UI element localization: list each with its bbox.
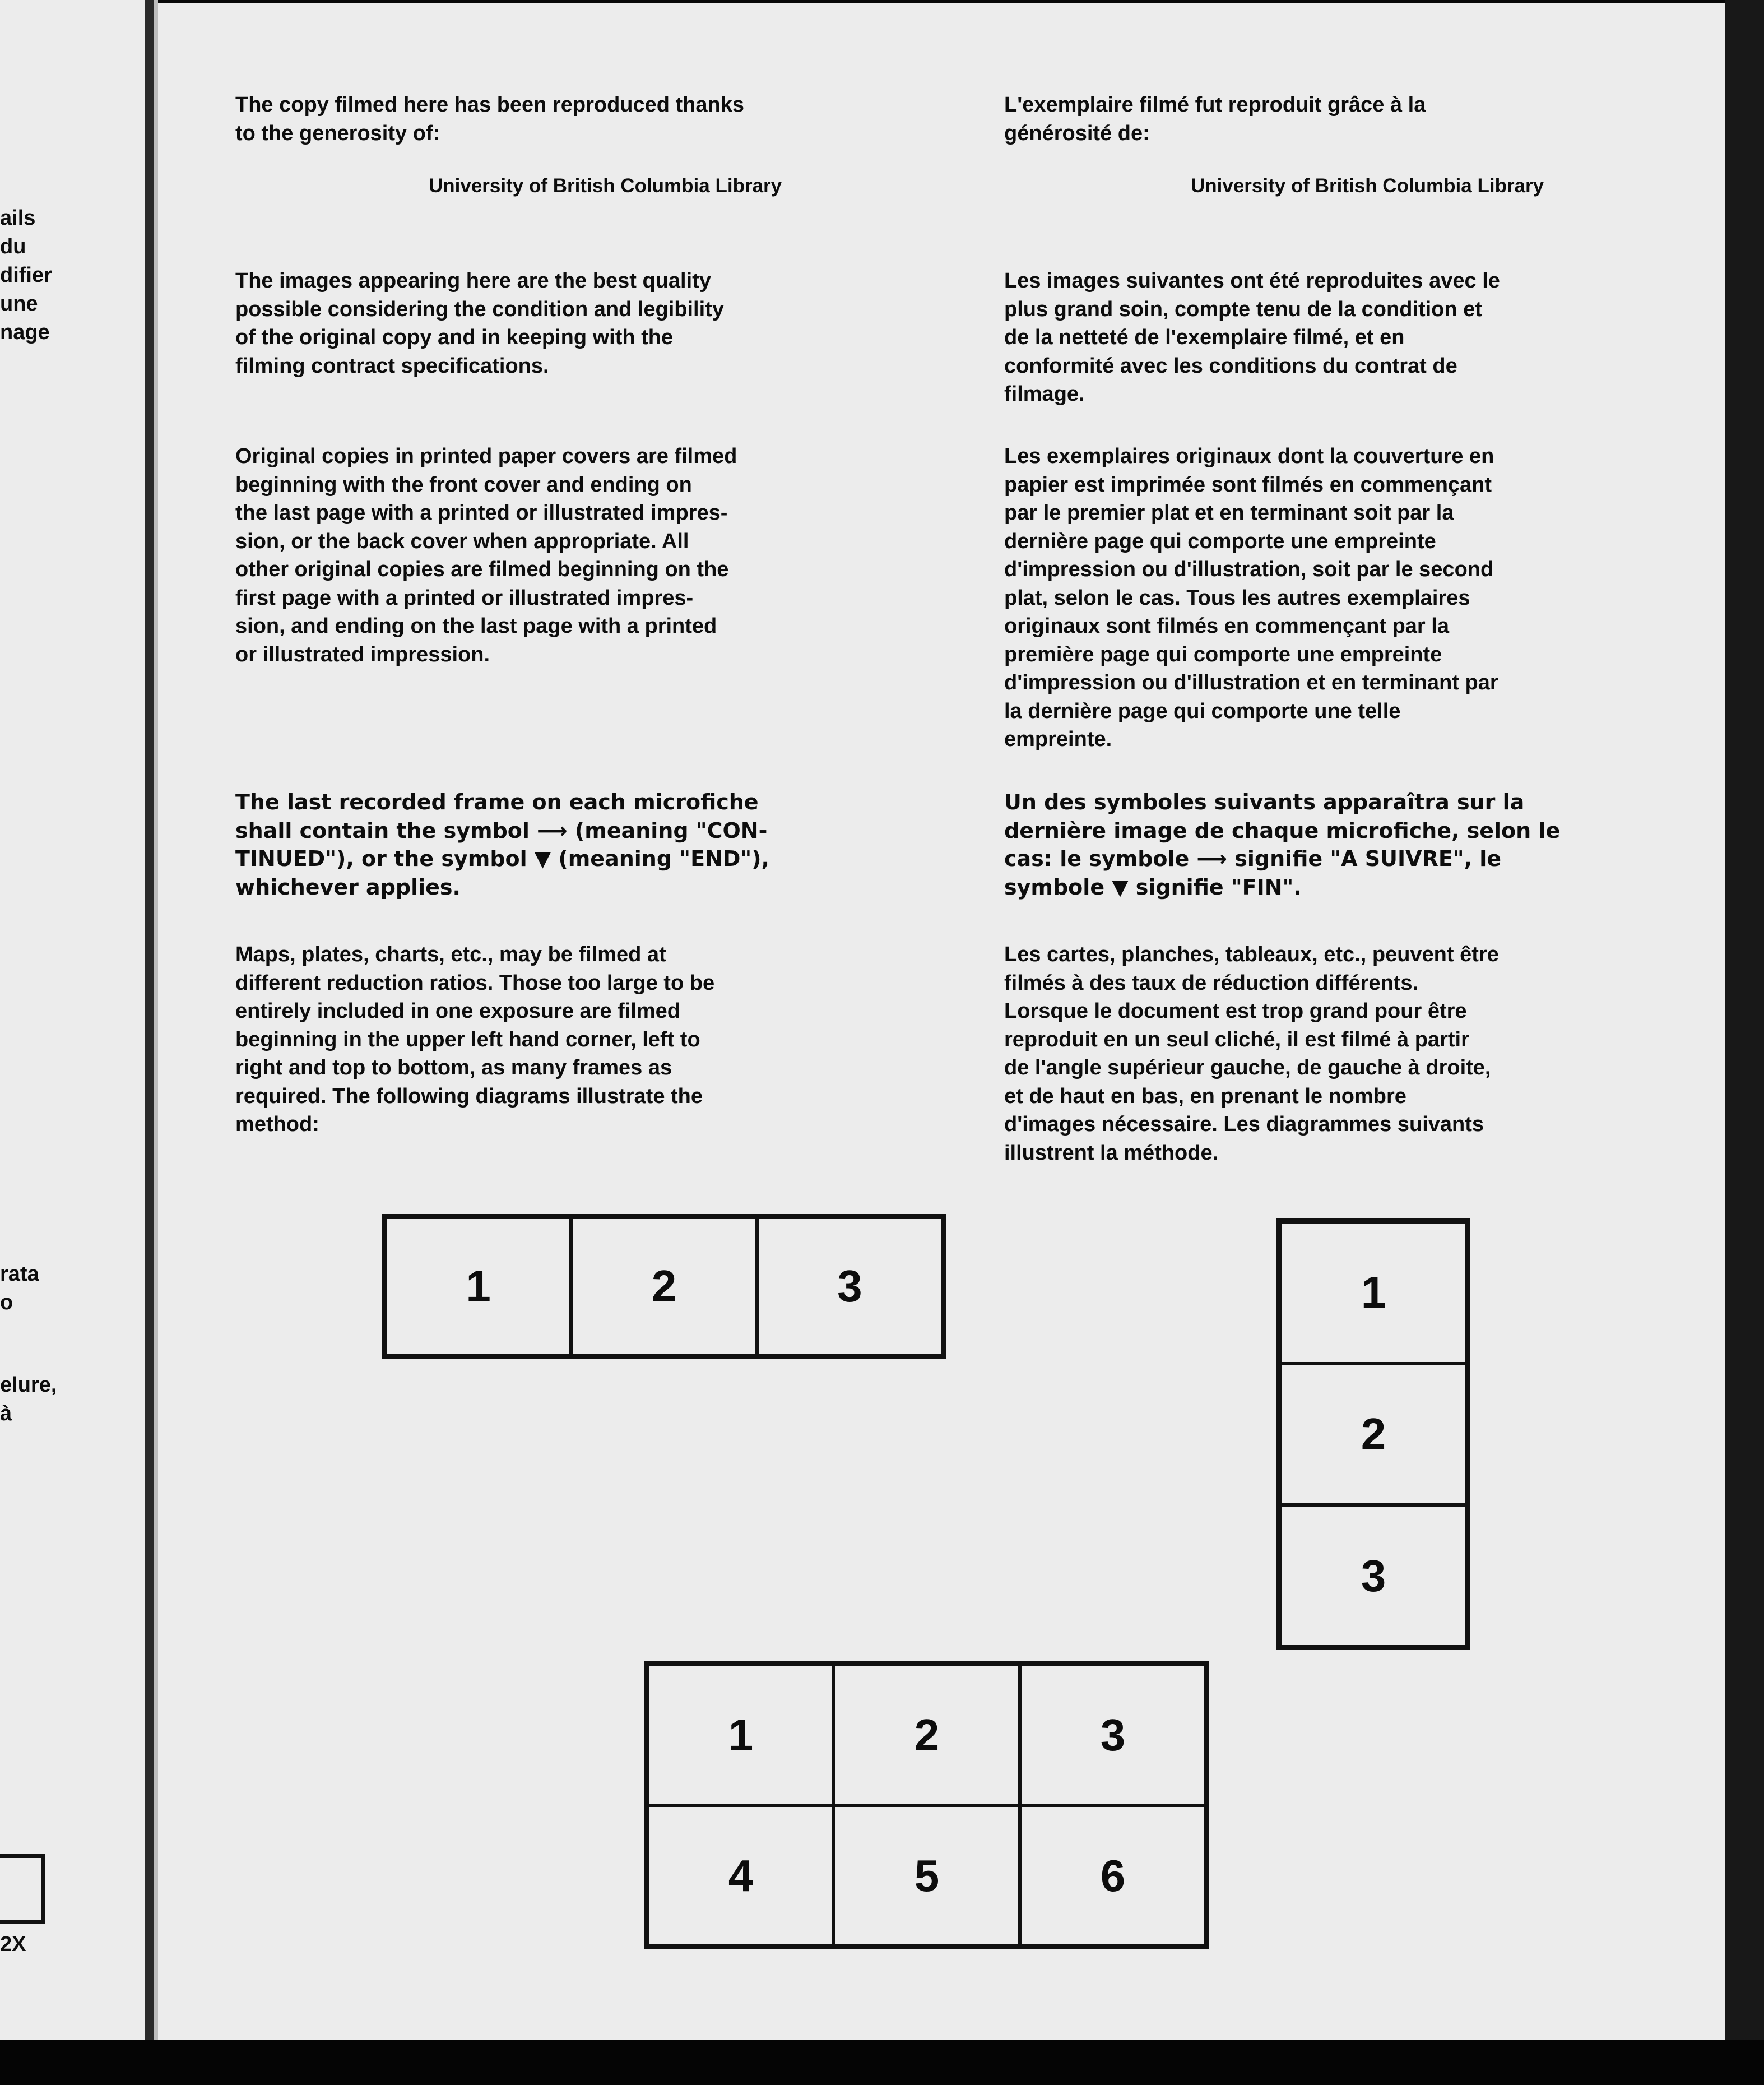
page-right-edge <box>1725 0 1764 2040</box>
french-maps-paragraph: Les cartes, planches, tableaux, etc., peuvent être filmés à des taux de réduction différents. Lorsque le document est trop grand pour être reproduit en un seul cliché, il est filmé à partir de l'angle supérieur gauche, de gauche à droite, et de haut en bas, en prenant le nombre d'images nécessaire. Les diagrammes suivants illustrent la méthode. <box>1004 943 1499 1165</box>
frame-cell: 2 <box>834 1665 1020 1805</box>
english-maps-paragraph: Maps, plates, charts, etc., may be filmed at different reduction ratios. Those too large to be entirely included in one exposure are filmed beginning in the upper left hand corner, left to right and top to bottom, as many frames as required. The following diagrams illustrate the method: <box>235 943 715 1136</box>
french-covers-paragraph: Les exemplaires originaux dont la couverture en papier est imprimée sont filmés en commençant par le premier plat et en terminant soit par la dernière page qui comporte une empreinte d'impression ou d'illustration, soit par le second plat, selon le cas. Tous les autres exemplaires originaux sont filmés en commençant par la première page qui comporte une empreinte d'impression ou d'illustration et en terminant par la dernière page qui comporte une telle empreinte. <box>1004 444 1498 751</box>
english-institution: University of British Columbia Library <box>429 175 782 197</box>
frame-cell: 2 <box>1280 1364 1467 1505</box>
frame-cell: 6 <box>1020 1805 1206 1946</box>
margin-fragment: ails <box>0 206 36 230</box>
english-covers-paragraph: Original copies in printed paper covers are filmed beginning with the front cover and ending on the last page with a printed or illustrated impres- sion, or the back cover when appropriate. All other original copies are filmed beginning on the first page with a printed or illustrated impres- sion, and ending on the last page with a printed or illustrated impression. <box>235 444 737 666</box>
margin-fragment: du <box>0 235 26 258</box>
previous-page-sliver <box>0 0 145 2040</box>
frame-cell: 3 <box>757 1217 943 1355</box>
margin-fragment: une <box>0 292 38 316</box>
frame-cell: 1 <box>386 1217 571 1355</box>
english-acknowledgement: The copy filmed here has been reproduced thanks to the generosity of: <box>235 93 745 145</box>
frame-cell: 5 <box>834 1805 1020 1946</box>
english-quality-paragraph: The images appearing here are the best quality possible considering the condition and legibility of the original copy and in keeping with the filming contract specifications. <box>235 269 724 378</box>
margin-fragment: rata <box>0 1262 39 1286</box>
margin-fragment: o <box>0 1291 13 1314</box>
margin-fragment: elure, <box>0 1373 57 1397</box>
page-gutter-edge <box>154 0 158 2040</box>
frame-cell: 3 <box>1280 1505 1467 1647</box>
frame-cell: 4 <box>648 1805 834 1946</box>
french-quality-paragraph: Les images suivantes ont été reproduites avec le plus grand soin, compte tenu de la condition et de la netteté de l'exemplaire filmé, et en conformité avec les conditions du contrat de filmage. <box>1004 269 1500 406</box>
frame-cell: 1 <box>648 1665 834 1805</box>
film-bottom-band <box>0 2040 1764 2085</box>
frame-cell: 3 <box>1020 1665 1206 1805</box>
margin-fragment: nage <box>0 321 50 344</box>
french-acknowledgement: L'exemplaire filmé fut reproduit grâce à la générosité de: <box>1004 93 1426 145</box>
french-frame-symbols-paragraph: Un des symboles suivants apparaîtra sur la dernière image de chaque microfiche, selon le cas: le symbole ⟶ signifie "A SUIVRE", le symbole ▼ signifie "FIN". <box>1004 790 1561 900</box>
french-institution: University of British Columbia Library <box>1191 175 1544 197</box>
diagram-grid <box>644 1661 1209 1949</box>
margin-fragment: à <box>0 1402 12 1425</box>
frame-cell: 2 <box>571 1217 756 1355</box>
reduction-ratio-box <box>0 1854 45 1924</box>
diagram-vertical <box>1276 1218 1470 1650</box>
frame-cell: 1 <box>1280 1222 1467 1364</box>
margin-fragment: 2X <box>0 1933 26 1956</box>
diagram-horizontal <box>382 1214 946 1359</box>
margin-fragment: difier <box>0 263 52 287</box>
english-frame-symbols-paragraph: The last recorded frame on each microfiche shall contain the symbol ⟶ (meaning "CON- TINUED"), or the symbol ▼ (meaning "END"), whichever applies. <box>235 790 769 900</box>
main-page <box>158 3 1725 2040</box>
page-gutter <box>145 0 154 2040</box>
